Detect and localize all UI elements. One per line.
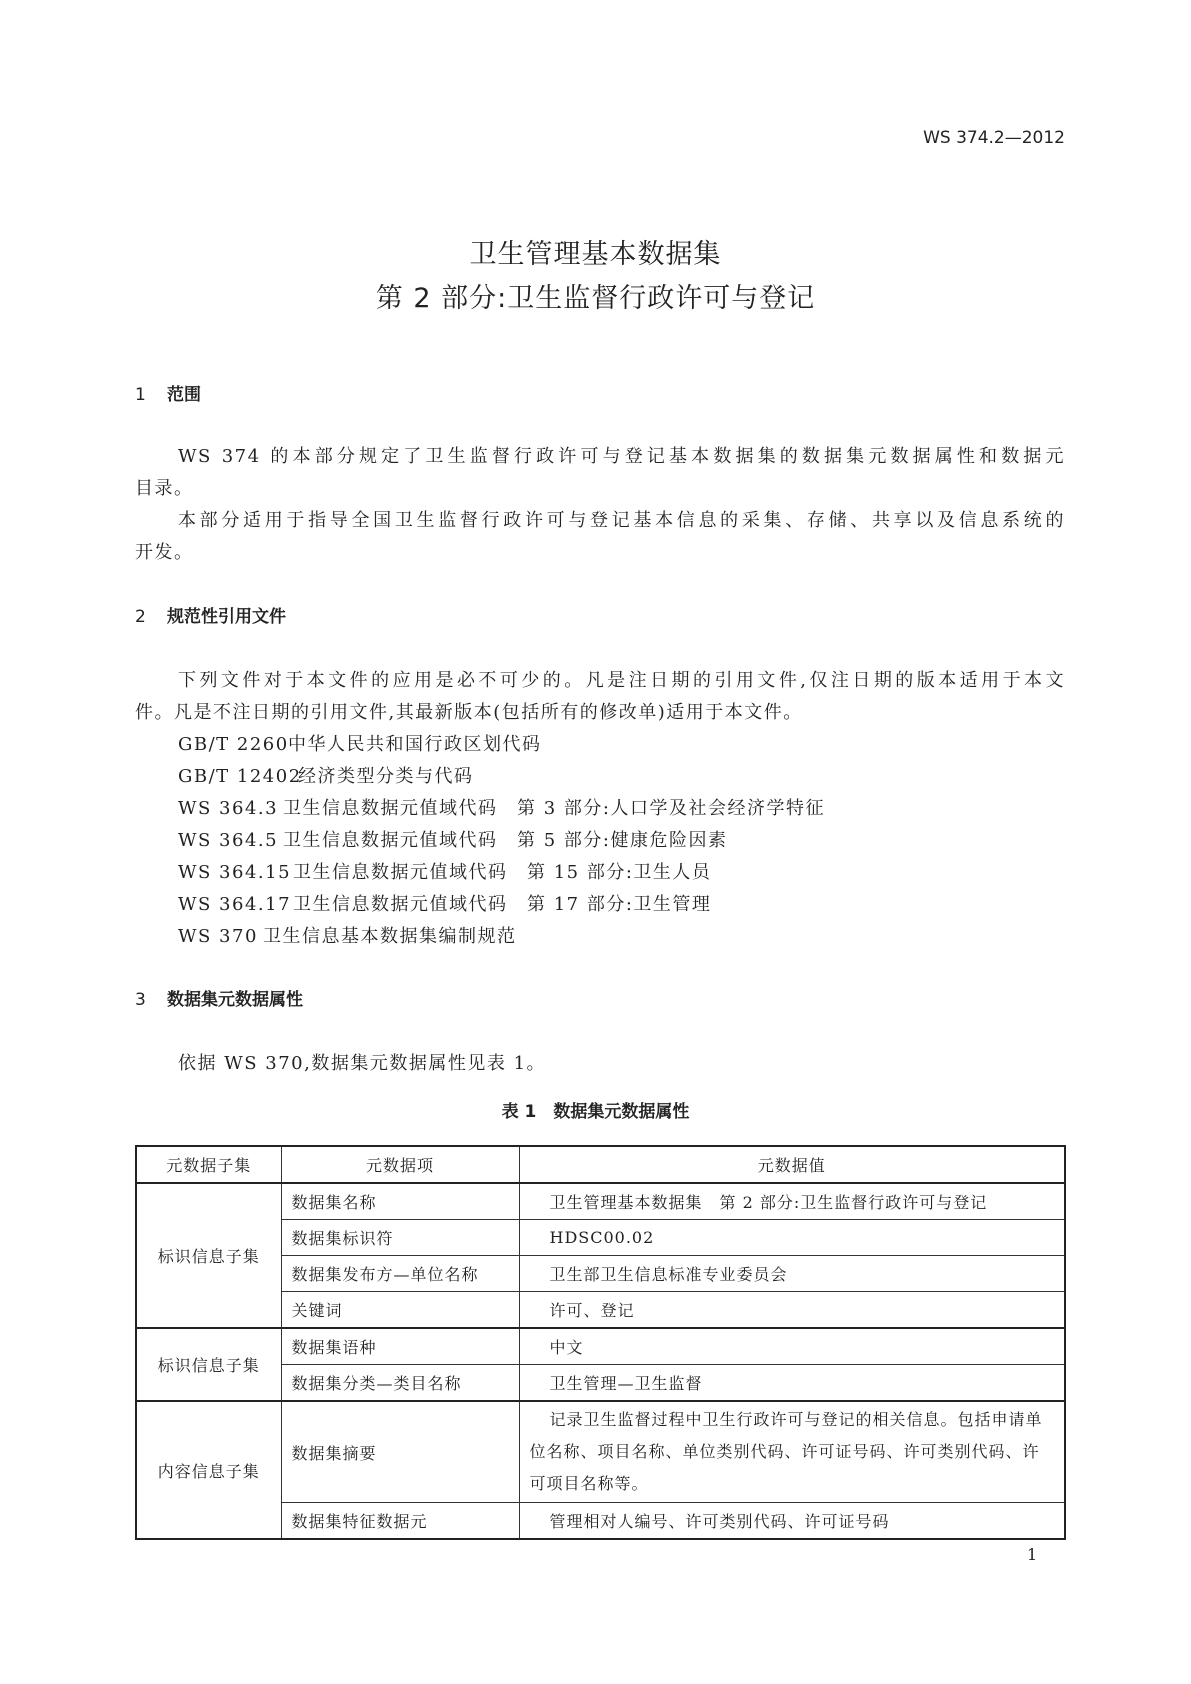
reference-title: 卫生信息数据元值域代码 第 5 部分:健康危险因素	[283, 830, 728, 851]
reference-title: 中华人民共和国行政区划代码	[288, 734, 542, 755]
reference-code: GB/T 12402	[178, 766, 302, 787]
reference-item	[178, 826, 727, 852]
value-cell: 卫生管理—卫生监督	[519, 1365, 1065, 1402]
standard-number: WS 374.2—2012	[923, 128, 1065, 148]
item-cell: 数据集特征数据元	[281, 1503, 519, 1540]
value-cell: 中文	[519, 1328, 1065, 1365]
table-row	[136, 1401, 1065, 1503]
value-cell: HDSC00.02	[519, 1220, 1065, 1256]
item-cell: 数据集分类—类目名称	[281, 1365, 519, 1402]
reference-item	[178, 922, 517, 948]
section-title: 规范性引用文件	[167, 607, 286, 627]
reference-title: 卫生信息数据元值域代码 第 15 部分:卫生人员	[293, 862, 712, 883]
value-cell: 记录卫生监督过程中卫生行政许可与登记的相关信息。包括申请单位名称、项目名称、单位类别代码、许可证号码、许可类别代码、许可项目名称等。	[519, 1401, 1065, 1503]
item-cell: 数据集发布方—单位名称	[281, 1256, 519, 1292]
column-header: 元数据子集	[136, 1146, 281, 1183]
item-cell: 关键词	[281, 1292, 519, 1329]
value-cell: 管理相对人编号、许可类别代码、许可证号码	[519, 1503, 1065, 1540]
paragraph: WS 374 的本部分规定了卫生监督行政许可与登记基本数据集的数据集元数据属性和数据元	[178, 446, 1065, 467]
reference-title: 卫生信息基本数据集编制规范	[263, 926, 517, 947]
section-number: 1	[135, 385, 146, 405]
item-cell: 数据集标识符	[281, 1220, 519, 1256]
table-caption: 表 1 数据集元数据属性	[501, 1102, 690, 1122]
section-number: 2	[135, 607, 146, 627]
reference-title: 经济类型分类与代码	[298, 766, 474, 787]
section-1-heading	[135, 380, 201, 405]
reference-title: 卫生信息数据元值域代码 第 3 部分:人口学及社会经济学特征	[283, 798, 825, 819]
paragraph: 目录。	[135, 478, 194, 499]
page-number: 1	[1027, 1545, 1038, 1564]
reference-code: WS 364.15	[178, 862, 292, 883]
title-line-2: 第 2 部分:卫生监督行政许可与登记	[375, 283, 816, 314]
item-cell: 数据集摘要	[281, 1401, 519, 1503]
section-3-heading	[135, 985, 303, 1010]
value-cell: 卫生管理基本数据集 第 2 部分:卫生监督行政许可与登记	[519, 1183, 1065, 1220]
section-2-heading	[135, 602, 286, 627]
item-cell: 数据集语种	[281, 1328, 519, 1365]
reference-item	[178, 858, 711, 884]
table-row	[136, 1328, 1065, 1365]
column-header: 元数据值	[519, 1146, 1065, 1183]
subset-cell: 标识信息子集	[136, 1183, 281, 1328]
table-row	[136, 1183, 1065, 1220]
item-cell: 数据集名称	[281, 1183, 519, 1220]
reference-item	[178, 794, 825, 820]
paragraph: 本部分适用于指导全国卫生监督行政许可与登记基本信息的采集、存储、共享以及信息系统的	[178, 510, 1065, 531]
paragraph: 下列文件对于本文件的应用是必不可少的。凡是注日期的引用文件,仅注日期的版本适用于本文	[178, 670, 1065, 691]
section-title: 范围	[167, 385, 201, 405]
section-number: 3	[135, 990, 146, 1010]
reference-code: WS 370	[178, 926, 258, 947]
reference-code: WS 364.5	[178, 830, 279, 851]
reference-title: 卫生信息数据元值域代码 第 17 部分:卫生管理	[293, 894, 712, 915]
section-title: 数据集元数据属性	[167, 990, 303, 1010]
value-cell: 许可、登记	[519, 1292, 1065, 1329]
paragraph: 开发。	[135, 542, 194, 563]
reference-code: GB/T 2260	[178, 734, 289, 755]
metadata-table	[135, 1145, 1066, 1540]
reference-code: WS 364.17	[178, 894, 292, 915]
paragraph: 依据 WS 370,数据集元数据属性见表 1。	[178, 1053, 547, 1074]
reference-item	[178, 730, 542, 756]
title-line-1: 卫生管理基本数据集	[469, 239, 722, 270]
reference-code: WS 364.3	[178, 798, 279, 819]
paragraph: 件。凡是不注日期的引用文件,其最新版本(包括所有的修改单)适用于本文件。	[135, 702, 803, 723]
column-header: 元数据项	[281, 1146, 519, 1183]
subset-cell: 标识信息子集	[136, 1328, 281, 1401]
subset-cell: 内容信息子集	[136, 1401, 281, 1539]
value-cell: 卫生部卫生信息标准专业委员会	[519, 1256, 1065, 1292]
reference-item	[178, 890, 711, 916]
reference-item	[178, 762, 474, 788]
